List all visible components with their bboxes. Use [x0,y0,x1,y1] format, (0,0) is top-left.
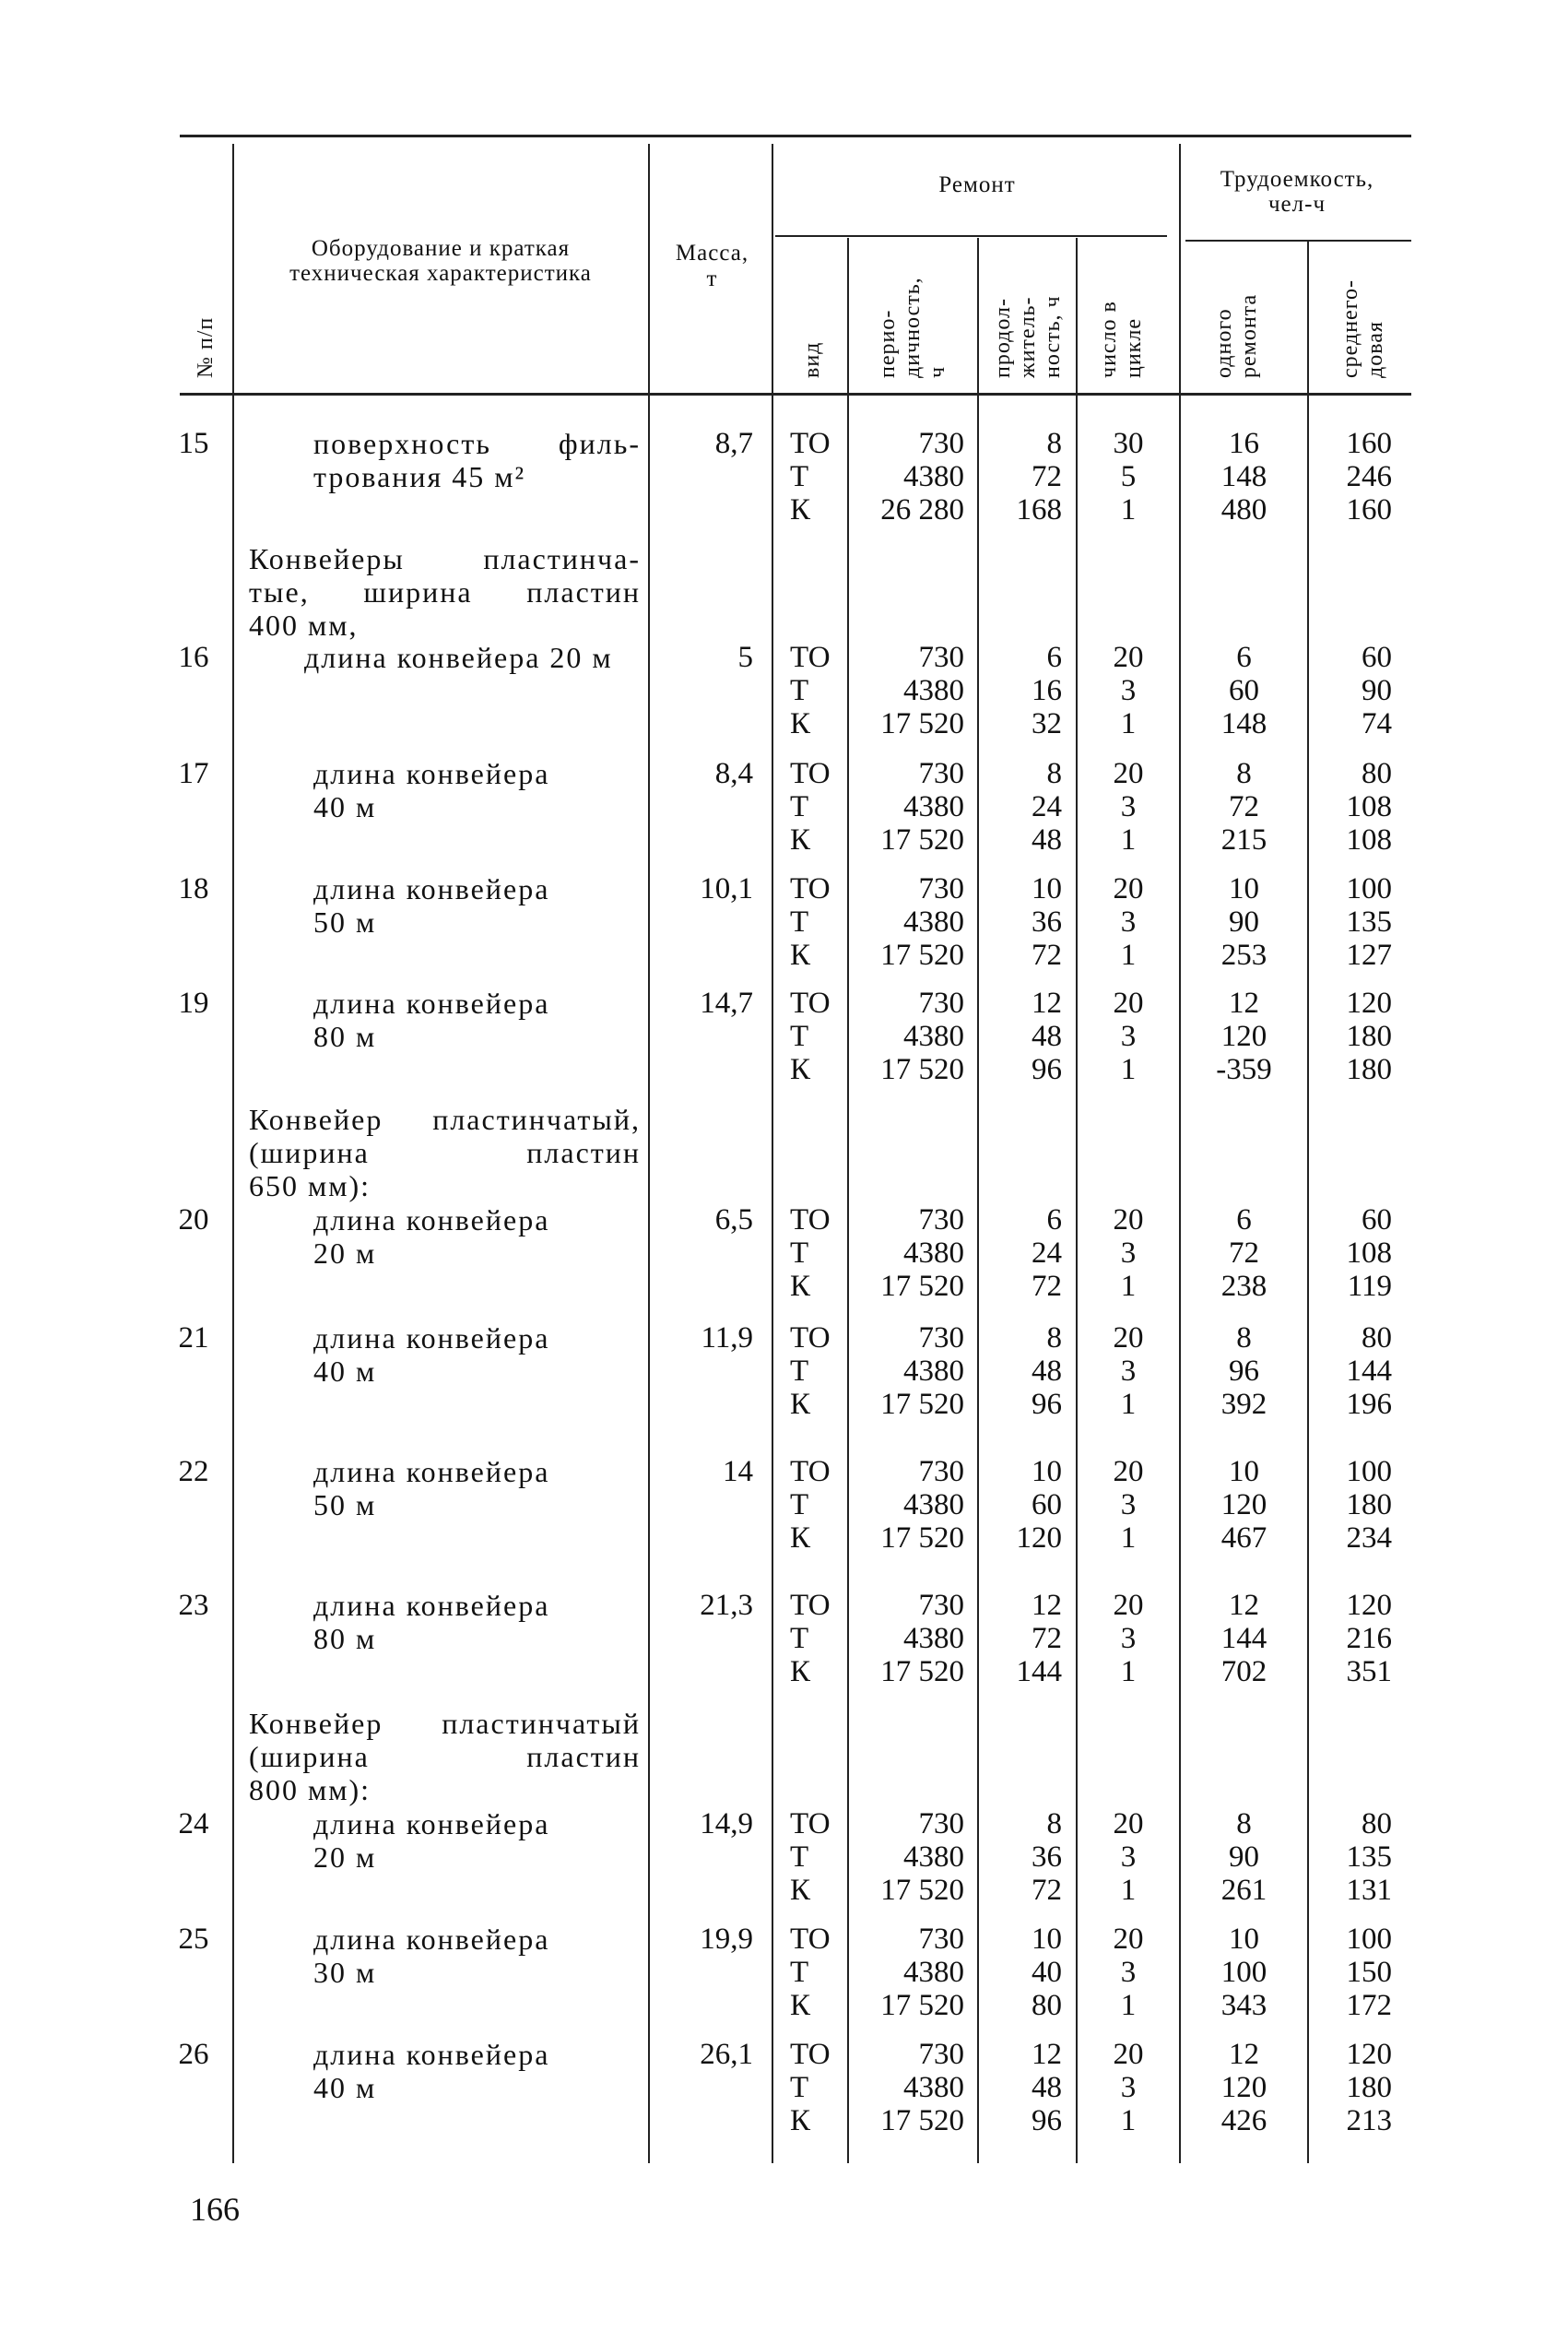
repair-type: ТО [790,1589,831,1622]
mass-value: 10,1 [700,872,753,905]
labor-subheader-rule [1185,240,1411,242]
duration-value: 80 [1032,1989,1062,2022]
duration-value: 6 [1046,641,1062,674]
one-repair-labor: 90 [1229,1840,1259,1874]
equipment-description: длина конвейера [313,987,550,1020]
annual-avg-labor: 246 [1346,460,1392,493]
cycle-count-value: 3 [1120,1355,1137,1388]
annual-avg-labor: 196 [1346,1388,1392,1421]
periodicity-value: 4380 [903,790,964,823]
repair-type: ТО [790,427,831,460]
cycle-count-value: 1 [1120,939,1137,972]
mass-value: 8,4 [714,757,753,790]
repair-type: Т [790,2071,809,2104]
annual-avg-labor: 351 [1346,1655,1392,1688]
periodicity-value: 4380 [903,674,964,707]
mass-value: 5 [737,641,753,674]
duration-value: 32 [1032,707,1062,740]
periodicity-value: 17 520 [880,1655,964,1688]
repair-type: Т [790,460,809,493]
repair-type: К [790,1270,811,1303]
row-number: 23 [178,1589,209,1622]
annual-avg-labor: 74 [1362,707,1392,740]
annual-avg-labor: 90 [1362,674,1392,707]
duration-value: 48 [1032,823,1062,857]
header-labor-line2: чел-ч [1267,192,1326,217]
periodicity-value: 4380 [903,905,964,939]
annual-avg-labor: 150 [1346,1956,1392,1989]
one-repair-labor: 426 [1220,2104,1267,2137]
duration-value: 16 [1032,674,1062,707]
annual-avg-labor: 120 [1346,987,1392,1020]
repair-subheader-rule [775,235,1167,237]
group-caption-line: Конвейер пластинчатый, [249,1105,641,1136]
one-repair-labor: 10 [1229,1455,1259,1488]
cycle-count-value: 20 [1113,872,1144,905]
one-repair-labor: 148 [1220,460,1267,493]
repair-type: К [790,1388,811,1421]
group-caption-line: 800 мм): [249,1773,371,1806]
periodicity-value: 730 [918,641,964,674]
repair-type: К [790,939,811,972]
cycle-count-value: 5 [1120,460,1137,493]
equipment-description: длина конвейера [313,1807,550,1840]
one-repair-labor: 467 [1220,1521,1267,1555]
one-repair-labor: 12 [1229,2038,1259,2071]
periodicity-value: 730 [918,427,964,460]
cycle-count-value: 3 [1120,1488,1137,1521]
one-repair-labor: 8 [1236,1321,1252,1355]
repair-type: ТО [790,1203,831,1236]
header-mass-line2: т [706,266,718,291]
equipment-description: 50 м [313,1488,377,1521]
duration-value: 48 [1032,1020,1062,1053]
cycle-count-value: 3 [1120,1236,1137,1270]
annual-avg-labor: 160 [1346,493,1392,527]
annual-avg-labor: 131 [1346,1874,1392,1907]
cycle-count-value: 20 [1113,757,1144,790]
header-bottom-rule [180,393,1411,396]
duration-value: 6 [1046,1203,1062,1236]
periodicity-value: 4380 [903,2071,964,2104]
header-one-repair: одного ремонта [1212,293,1261,378]
one-repair-labor: 215 [1220,823,1267,857]
header-duration: продол- житель- ность, ч [991,295,1065,378]
duration-value: 10 [1032,1923,1062,1956]
annual-avg-labor: 80 [1362,757,1392,790]
one-repair-labor: 148 [1220,707,1267,740]
group-caption-line: 650 мм): [249,1169,371,1202]
annual-avg-labor: 60 [1362,641,1392,674]
mass-value: 14 [723,1455,753,1488]
cycle-count-value: 1 [1120,1053,1137,1086]
cycle-count-value: 1 [1120,1388,1137,1421]
periodicity-value: 17 520 [880,1989,964,2022]
duration-value: 8 [1046,1807,1062,1840]
one-repair-labor: 10 [1229,872,1259,905]
cycle-count-value: 1 [1120,823,1137,857]
repair-type: Т [790,1020,809,1053]
cycle-count-value: 1 [1120,493,1137,527]
repair-type: Т [790,790,809,823]
one-repair-labor: 480 [1220,493,1267,527]
one-repair-labor: 702 [1220,1655,1267,1688]
repair-type: ТО [790,757,831,790]
group-caption-line: Конвейеры пластинча- [249,544,641,575]
header-vid: вид [800,341,824,378]
annual-avg-labor: 180 [1346,2071,1392,2104]
one-repair-labor: 343 [1220,1989,1267,2022]
one-repair-labor: 261 [1220,1874,1267,1907]
col-divider-equipment [648,144,650,2163]
repair-type: ТО [790,987,831,1020]
header-period: перио- дичность, ч [876,277,949,378]
periodicity-value: 17 520 [880,823,964,857]
equipment-description: 20 м [313,1840,377,1874]
periodicity-value: 730 [918,757,964,790]
periodicity-value: 4380 [903,1956,964,1989]
table-top-rule [180,135,1411,137]
repair-type: К [790,2104,811,2137]
cycle-count-value: 20 [1113,1807,1144,1840]
one-repair-labor: 12 [1229,987,1259,1020]
one-repair-labor: 100 [1220,1956,1267,1989]
periodicity-value: 4380 [903,1355,964,1388]
mass-value: 14,9 [700,1807,753,1840]
annual-avg-labor: 108 [1346,1236,1392,1270]
repair-type: ТО [790,1923,831,1956]
one-repair-labor: 12 [1229,1589,1259,1622]
duration-value: 48 [1032,1355,1062,1388]
page-number: 166 [190,2191,240,2228]
one-repair-labor: 60 [1229,674,1259,707]
row-number: 22 [178,1455,209,1488]
annual-avg-labor: 160 [1346,427,1392,460]
duration-value: 120 [1016,1521,1062,1555]
equipment-description: длина конвейера [313,2038,550,2071]
one-repair-labor: 144 [1220,1622,1267,1655]
cycle-count-value: 20 [1113,2038,1144,2071]
cycle-count-value: 30 [1113,427,1144,460]
cycle-count-value: 3 [1120,674,1137,707]
repair-type: Т [790,1840,809,1874]
equipment-description: длина конвейера [313,1455,550,1488]
cycle-count-value: 20 [1113,987,1144,1020]
periodicity-value: 4380 [903,1236,964,1270]
cycle-count-value: 3 [1120,1840,1137,1874]
cycle-count-value: 3 [1120,1020,1137,1053]
cycle-count-value: 3 [1120,1622,1137,1655]
periodicity-value: 26 280 [880,493,964,527]
annual-avg-labor: 135 [1346,1840,1392,1874]
annual-avg-labor: 108 [1346,790,1392,823]
one-repair-labor: 238 [1220,1270,1267,1303]
mass-value: 19,9 [700,1923,753,1956]
annual-avg-labor: 80 [1362,1321,1392,1355]
cycle-count-value: 20 [1113,1923,1144,1956]
periodicity-value: 4380 [903,1840,964,1874]
equipment-description: 40 м [313,790,377,823]
row-number: 16 [178,641,209,674]
repair-type: ТО [790,1455,831,1488]
equipment-description: длина конвейера 20 м [304,641,613,674]
one-repair-labor: 8 [1236,1807,1252,1840]
periodicity-value: 17 520 [880,1270,964,1303]
cycle-count-value: 20 [1113,1321,1144,1355]
repair-type: К [790,493,811,527]
one-repair-labor: -359 [1216,1053,1272,1086]
duration-value: 72 [1032,1622,1062,1655]
periodicity-value: 17 520 [880,707,964,740]
duration-value: 10 [1032,872,1062,905]
periodicity-value: 4380 [903,460,964,493]
one-repair-labor: 16 [1229,427,1259,460]
equipment-description: поверхность филь- [313,429,641,460]
equipment-description: трования 45 м² [313,460,526,493]
row-number: 17 [178,757,209,790]
duration-value: 96 [1032,1388,1062,1421]
mass-value: 26,1 [700,2038,753,2071]
periodicity-value: 4380 [903,1020,964,1053]
one-repair-labor: 96 [1229,1355,1259,1388]
equipment-description: длина конвейера [313,872,550,905]
annual-avg-labor: 213 [1346,2104,1392,2137]
equipment-description: 40 м [313,2071,377,2104]
repair-type: Т [790,1622,809,1655]
duration-value: 36 [1032,905,1062,939]
equipment-description: 80 м [313,1622,377,1655]
annual-avg-labor: 80 [1362,1807,1392,1840]
one-repair-labor: 72 [1229,790,1259,823]
one-repair-labor: 392 [1220,1388,1267,1421]
cycle-count-value: 1 [1120,1270,1137,1303]
row-number: 19 [178,987,209,1020]
row-number: 18 [178,872,209,905]
annual-avg-labor: 180 [1346,1053,1392,1086]
header-num: № п/п [194,316,218,378]
equipment-description: длина конвейера [313,1589,550,1622]
one-repair-labor: 8 [1236,757,1252,790]
repair-type: ТО [790,872,831,905]
header-annual-avg: среднего- довая [1338,279,1387,378]
annual-avg-labor: 119 [1347,1270,1392,1303]
one-repair-labor: 120 [1220,1020,1267,1053]
group-caption-line: Конвейер пластинчатый [249,1709,641,1740]
periodicity-value: 4380 [903,1622,964,1655]
annual-avg-labor: 234 [1346,1521,1392,1555]
one-repair-labor: 72 [1229,1236,1259,1270]
repair-type: Т [790,1488,809,1521]
mass-value: 21,3 [700,1589,753,1622]
repair-type: К [790,1521,811,1555]
repair-type: Т [790,1236,809,1270]
duration-value: 48 [1032,2071,1062,2104]
periodicity-value: 17 520 [880,939,964,972]
cycle-count-value: 1 [1120,1655,1137,1688]
annual-avg-labor: 100 [1346,1455,1392,1488]
periodicity-value: 17 520 [880,1521,964,1555]
annual-avg-labor: 120 [1346,1589,1392,1622]
row-number: 21 [178,1321,209,1355]
repair-type: Т [790,674,809,707]
periodicity-value: 730 [918,1321,964,1355]
duration-value: 60 [1032,1488,1062,1521]
one-repair-labor: 10 [1229,1923,1259,1956]
cycle-count-value: 1 [1120,2104,1137,2137]
duration-value: 40 [1032,1956,1062,1989]
mass-value: 14,7 [700,987,753,1020]
mass-value: 8,7 [714,427,753,460]
equipment-description: 80 м [313,1020,377,1053]
row-number: 26 [178,2038,209,2071]
duration-value: 72 [1032,1874,1062,1907]
repair-type: ТО [790,1321,831,1355]
repair-type: К [790,823,811,857]
duration-value: 72 [1032,460,1062,493]
periodicity-value: 730 [918,1203,964,1236]
periodicity-value: 730 [918,1455,964,1488]
repair-type: К [790,1655,811,1688]
periodicity-value: 17 520 [880,1874,964,1907]
group-caption-line: (ширина пластин [249,1138,641,1169]
cycle-count-value: 20 [1113,1203,1144,1236]
duration-value: 24 [1032,790,1062,823]
col-divider-mass [772,144,773,2163]
periodicity-value: 730 [918,1589,964,1622]
annual-avg-labor: 216 [1346,1622,1392,1655]
repair-type: К [790,1053,811,1086]
group-caption-line: 400 мм, [249,609,359,642]
col-divider-vid [847,238,849,2163]
periodicity-value: 17 520 [880,1053,964,1086]
header-equipment-line1: Оборудование и краткая [311,236,571,261]
one-repair-labor: 6 [1236,641,1252,674]
annual-avg-labor: 172 [1346,1989,1392,2022]
duration-value: 72 [1032,1270,1062,1303]
col-divider-duration [1076,238,1078,2163]
cycle-count-value: 20 [1113,1589,1144,1622]
annual-avg-labor: 180 [1346,1020,1392,1053]
repair-type: Т [790,1355,809,1388]
cycle-count-value: 1 [1120,1521,1137,1555]
header-labor-line1: Трудоемкость, [1220,167,1374,192]
periodicity-value: 17 520 [880,2104,964,2137]
duration-value: 96 [1032,2104,1062,2137]
periodicity-value: 730 [918,1807,964,1840]
one-repair-labor: 120 [1220,2071,1267,2104]
duration-value: 96 [1032,1053,1062,1086]
duration-value: 24 [1032,1236,1062,1270]
row-number: 25 [178,1923,209,1956]
header-mass-line1: Масса, [675,241,749,266]
periodicity-value: 730 [918,2038,964,2071]
one-repair-labor: 253 [1220,939,1267,972]
repair-type: ТО [790,641,831,674]
cycle-count-value: 20 [1113,641,1144,674]
duration-value: 10 [1032,1455,1062,1488]
repair-type: К [790,1989,811,2022]
equipment-description: длина конвейера [313,1923,550,1956]
annual-avg-labor: 135 [1346,905,1392,939]
equipment-description: 30 м [313,1956,377,1989]
duration-value: 8 [1046,1321,1062,1355]
cycle-count-value: 3 [1120,905,1137,939]
equipment-description: длина конвейера [313,757,550,790]
annual-avg-labor: 120 [1346,2038,1392,2071]
annual-avg-labor: 60 [1362,1203,1392,1236]
duration-value: 8 [1046,757,1062,790]
repair-type: К [790,1874,811,1907]
header-equipment-line2: техническая характеристика [289,261,592,286]
cycle-count-value: 3 [1120,790,1137,823]
mass-value: 11,9 [701,1321,753,1355]
annual-avg-labor: 127 [1346,939,1392,972]
duration-value: 12 [1032,1589,1062,1622]
repair-type: ТО [790,2038,831,2071]
equipment-description: длина конвейера [313,1203,550,1236]
annual-avg-labor: 100 [1346,872,1392,905]
equipment-description: длина конвейера [313,1321,550,1355]
one-repair-labor: 90 [1229,905,1259,939]
header-repair-group: Ремонт [938,172,1016,197]
repair-type: Т [790,905,809,939]
cycle-count-value: 1 [1120,1989,1137,2022]
periodicity-value: 4380 [903,1488,964,1521]
annual-avg-labor: 180 [1346,1488,1392,1521]
header-count: число в цикле [1097,301,1146,378]
one-repair-labor: 6 [1236,1203,1252,1236]
duration-value: 8 [1046,427,1062,460]
mass-value: 6,5 [714,1203,753,1236]
col-divider-period [977,238,979,2163]
cycle-count-value: 20 [1113,1455,1144,1488]
one-repair-labor: 120 [1220,1488,1267,1521]
cycle-count-value: 3 [1120,1956,1137,1989]
duration-value: 12 [1032,987,1062,1020]
group-caption-line: (ширина пластин [249,1742,641,1773]
cycle-count-value: 1 [1120,707,1137,740]
row-number: 20 [178,1203,209,1236]
equipment-description: 20 м [313,1236,377,1270]
group-caption-line: тые, ширина пластин [249,577,641,609]
periodicity-value: 730 [918,872,964,905]
duration-value: 144 [1016,1655,1062,1688]
col-divider-num [232,144,234,2163]
periodicity-value: 730 [918,1923,964,1956]
duration-value: 72 [1032,939,1062,972]
row-number: 15 [178,427,209,460]
duration-value: 36 [1032,1840,1062,1874]
equipment-description: 50 м [313,905,377,939]
duration-value: 12 [1032,2038,1062,2071]
annual-avg-labor: 144 [1346,1355,1392,1388]
cycle-count-value: 3 [1120,2071,1137,2104]
row-number: 24 [178,1807,209,1840]
periodicity-value: 730 [918,987,964,1020]
annual-avg-labor: 108 [1346,823,1392,857]
equipment-description: 40 м [313,1355,377,1388]
annual-avg-labor: 100 [1346,1923,1392,1956]
repair-type: К [790,707,811,740]
periodicity-value: 17 520 [880,1388,964,1421]
duration-value: 168 [1016,493,1062,527]
repair-type: Т [790,1956,809,1989]
cycle-count-value: 1 [1120,1874,1137,1907]
repair-type: ТО [790,1807,831,1840]
